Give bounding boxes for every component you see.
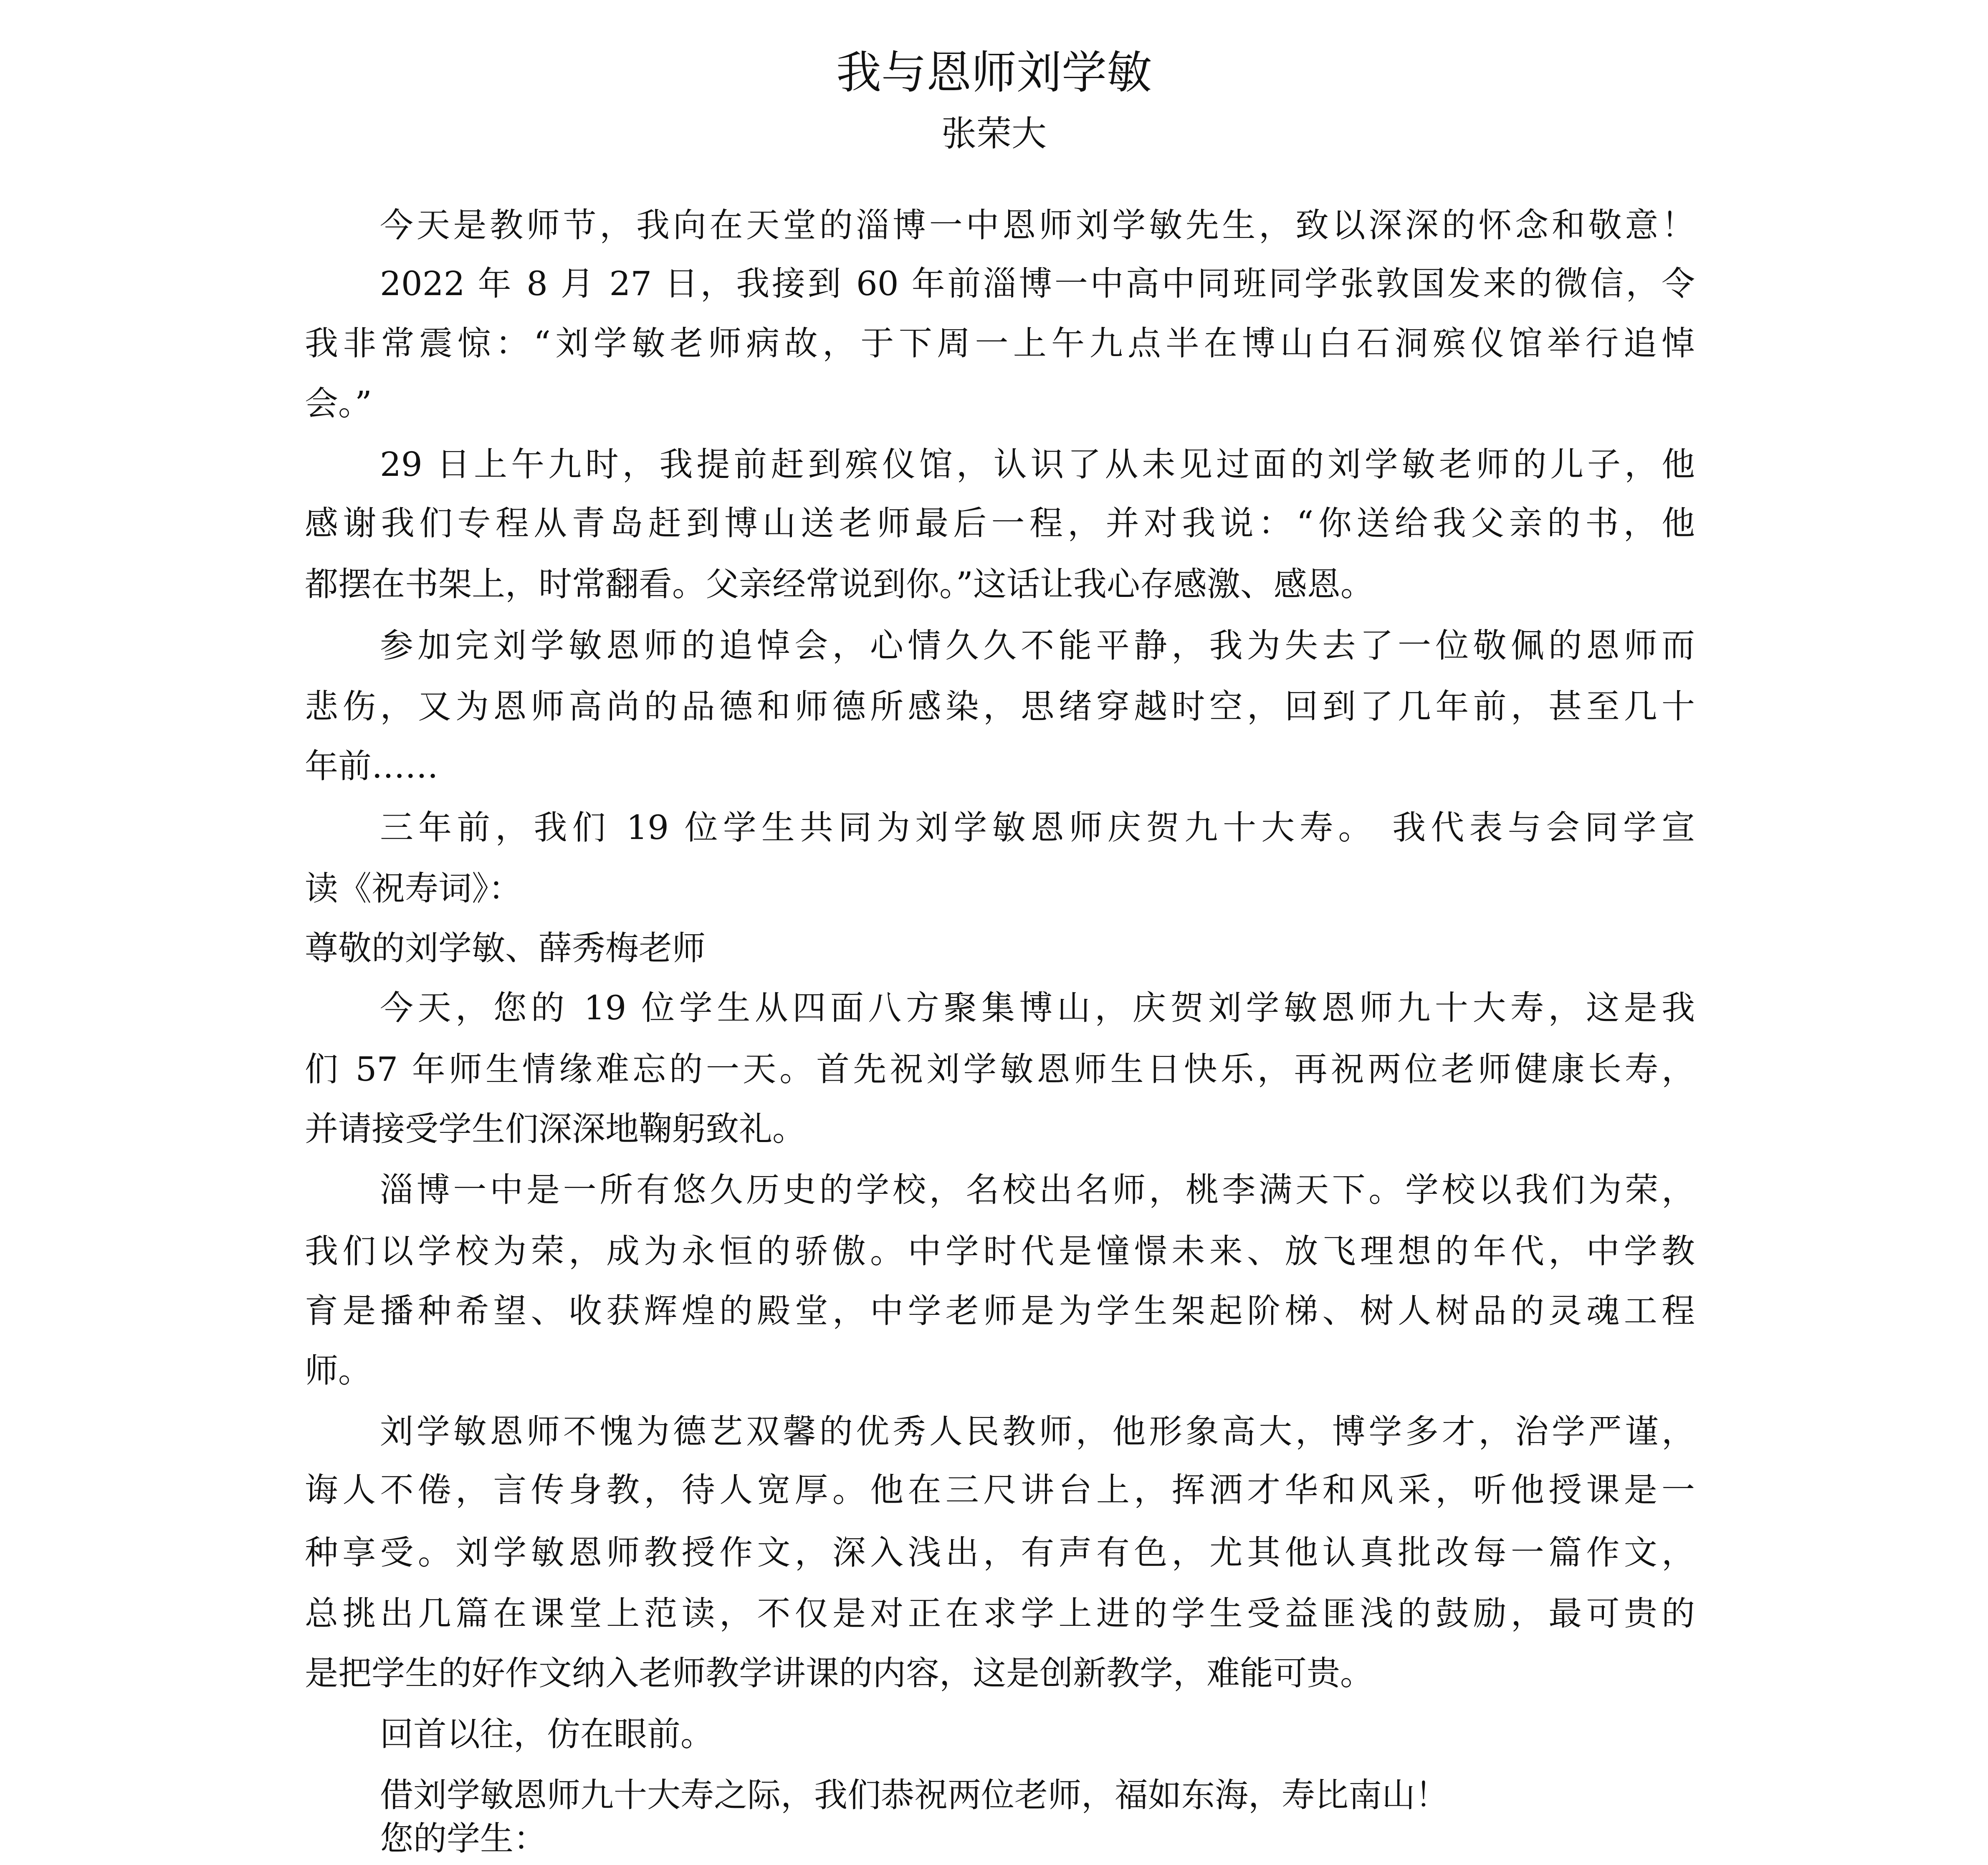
text-line: 今天，您的 19 位学生从四面八方聚集博山，庆贺刘学敏恩师九十大寿，这是我 xyxy=(380,988,1695,1027)
text-line: 借刘学敏恩师九十大寿之际，我们恭祝两位老师，福如东海，寿比南山！ xyxy=(380,1776,1449,1814)
document-author: 张荣大 xyxy=(941,113,1047,154)
signature-label: 您的学生： xyxy=(380,1819,547,1858)
text-line: 三年前，我们 19 位学生共同为刘学敏恩师庆贺九十大寿。 我代表与会同学宣 xyxy=(380,808,1695,847)
text-line: 诲人不倦，言传身教，待人宽厚。他在三尺讲台上，挥洒才华和风采，听他授课是一 xyxy=(305,1471,1695,1509)
text-line: 并请接受学生们深深地鞠躬致礼。 xyxy=(305,1109,806,1148)
text-line: 淄博一中是一所有悠久历史的学校，名校出名师，桃李满天下。学校以我们为荣， xyxy=(380,1170,1695,1209)
text-line: 是把学生的好作文纳入老师教学讲课的内容，这是创新教学，难能可贵。 xyxy=(305,1654,1373,1693)
text-line: 读《祝寿词》： xyxy=(305,869,522,908)
text-line: 总挑出几篇在课堂上范读，不仅是对正在求学上进的学生受益匪浅的鼓励，最可贵的 xyxy=(305,1594,1695,1633)
text-line: 刘学敏恩师不愧为德艺双馨的优秀人民教师，他形象高大，博学多才，治学严谨， xyxy=(380,1412,1695,1451)
text-line: 回首以往，仿在眼前。 xyxy=(380,1715,714,1754)
text-line: 悲伤，又为恩师高尚的品德和师德所感染，思绪穿越时空，回到了几年前，甚至几十 xyxy=(305,687,1695,726)
document-title: 我与恩师刘学敏 xyxy=(836,47,1152,99)
text-line: 2022 年 8 月 27 日，我接到 60 年前淄博一中高中同班同学张敦国发来的微信，令 xyxy=(380,264,1695,303)
text-line: 年前…… xyxy=(305,747,438,786)
text-line: 们 57 年师生情缘难忘的一天。首先祝刘学敏恩师生日快乐，再祝两位老师健康长寿， xyxy=(305,1050,1695,1089)
text-line: 我非常震惊：“刘学敏老师病故，于下周一上午九点半在博山白石洞殡仪馆举行追悼 xyxy=(305,324,1695,363)
text-line: 今天是教师节，我向在天堂的淄博一中恩师刘学敏先生，致以深深的怀念和敬意！ xyxy=(380,206,1695,245)
text-line: 会。” xyxy=(305,384,372,423)
salutation: 尊敬的刘学敏、薛秀梅老师 xyxy=(305,929,706,968)
text-line: 参加完刘学敏恩师的追悼会，心情久久不能平静，我为失去了一位敬佩的恩师而 xyxy=(380,626,1695,665)
text-line: 都摆在书架上，时常翻看。父亲经常说到你。”这话让我心存感激、感恩。 xyxy=(305,565,1374,604)
text-line: 感谢我们专程从青岛赶到博山送老师最后一程，并对我说：“你送给我父亲的书，他 xyxy=(305,504,1695,543)
text-line: 我们以学校为荣，成为永恒的骄傲。中学时代是憧憬未来、放飞理想的年代，中学教 xyxy=(305,1232,1695,1271)
text-line: 师。 xyxy=(305,1351,372,1390)
text-line: 种享受。刘学敏恩师教授作文，深入浅出，有声有色，尤其他认真批改每一篇作文， xyxy=(305,1533,1695,1572)
text-line: 育是播种希望、收获辉煌的殿堂，中学老师是为学生架起阶梯、树人树品的灵魂工程 xyxy=(305,1291,1695,1330)
text-line: 29 日上午九时，我提前赶到殡仪馆，认识了从未见过面的刘学敏老师的儿子，他 xyxy=(380,445,1695,484)
